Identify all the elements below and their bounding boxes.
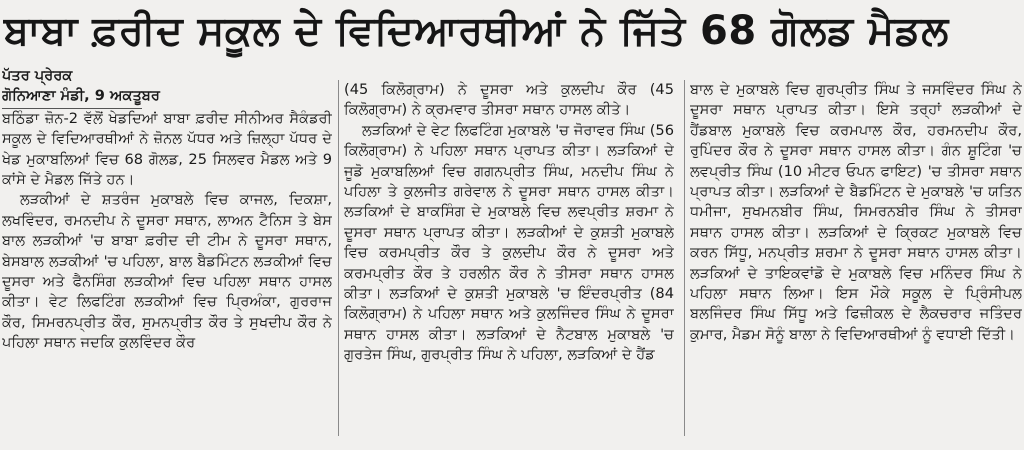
headline: ਬਾਬਾ ਫ਼ਰੀਦ ਸਕੂਲ ਦੇ ਵਿਦਿਆਰਥੀਆਂ ਨੇ ਜਿੱਤੇ 68 ਗੋਲਡ ਮੈਡਲ (4, 8, 949, 54)
paragraph: ਬਠਿੰਡਾ ਜ਼ੋਨ-2 ਵੱਲੋਂ ਖੇਡਦਿਆਂ ਬਾਬਾ ਫ਼ਰੀਦ ਸੀਨੀਅਰ ਸੈਕੰਡਰੀ ਸਕੂਲ ਦੇ ਵਿਦਿਆਰਥੀਆਂ ਨੇ ਜ਼ੋਨਲ ਪੱਧਰ ਅਤੇ ਜ਼ਿਲ੍ਹਾ ਪੱਧਰ ਦੇ ਖੇਡ ਮੁਕਾਬਲਿਆਂ ਵਿਚ 68 ਗੋਲਡ, 25 ਸਿਲਵਰ ਮੈਡਲ ਅਤੇ 9 ਕਾਂਸੇ ਦੇ ਮੈਡਲ ਜਿੱਤੇ ਹਨ। (2, 109, 332, 189)
dateline: ਗੋਨਿਆਣਾ ਮੰਡੀ, 9 ਅਕਤੂਬਰ (2, 86, 142, 108)
paragraph: ਬਾਲ ਦੇ ਮੁਕਾਬਲੇ ਵਿਚ ਗੁਰਪ੍ਰੀਤ ਸਿੰਘ ਤੇ ਜਸਵਿੰਦਰ ਸਿੰਘ ਨੇ ਦੂਸਰਾ ਸਥਾਨ ਪ੍ਰਾਪਤ ਕੀਤਾ। ਇਸੇ ਤਰ੍ਹਾਂ ਲੜਕੀਆਂ ਦੇ ਹੈਂਡਬਾਲ ਮੁਕਾਬਲੇ ਵਿਚ ਕਰਮਪਾਲ ਕੌਰ, ਹਰਮਨਦੀਪ ਕੌਰ, ਰੁਪਿੰਦਰ ਕੌਰ ਨੇ ਦੂਸਰਾ ਸਥਾਨ ਹਾਸਲ ਕੀਤਾ। ਗੰਨ ਸ਼ੂਟਿੰਗ 'ਚ ਲਵਪ੍ਰੀਤ ਸਿੰਘ (10 ਮੀਟਰ ਓਪਨ ਫਾਇਟ) 'ਚ ਤੀਸਰਾ ਸਥਾਨ ਪ੍ਰਾਪਤ ਕੀਤਾ। ਲੜਕਿਆਂ ਦੇ ਬੈਡਮਿੰਟਨ ਦੇ ਮੁਕਾਬਲੇ 'ਚ ਯਤਿਨ ਧਮੀਜਾ, ਸੁਖਮਨਬੀਰ ਸਿੰਘ, ਸਿਮਰਨਬੀਰ ਸਿੰਘ ਨੇ ਤੀਸਰਾ ਸਥਾਨ ਹਾਸਲ ਕੀਤਾ। ਲੜਕਿਆਂ ਦੇ ਕ੍ਰਿਕਟ ਮੁਕਾਬਲੇ ਵਿਚ ਕਰਨ ਸਿੱਧੂ, ਮਨਪ੍ਰੀਤ ਸ਼ਰਮਾ ਨੇ ਦੂਸਰਾ ਸਥਾਨ ਹਾਸਲ ਕੀਤਾ। ਲੜਕਿਆਂ ਦੇ ਤਾਇਕਵਾਂਡੋ ਦੇ ਮੁਕਾਬਲੇ ਵਿਚ ਮਨਿੰਦਰ ਸਿੰਘ ਨੇ ਪਹਿਲਾ ਸਥਾਨ ਲਿਆ। ਇਸ ਮੌਕੇ ਸਕੂਲ ਦੇ ਪ੍ਰਿੰਸੀਪਲ ਬਲਜਿੰਦਰ ਸਿੰਘ ਸਿੱਧੂ ਅਤੇ ਫਿਜ਼ੀਕਲ ਦੇ ਲੈਕਚਰਾਰ ਜਤਿੰਦਰ ਕੁਮਾਰ, ਮੈਡਮ ਸੋਨੂੰ ਬਾਲਾ ਨੇ ਵਿਦਿਆਰਥੀਆਂ ਨੂੰ ਵਧਾਈ ਦਿੱਤੀ। (690, 81, 1022, 343)
paragraph: ਲੜਕਿਆਂ ਦੇ ਵੇਟ ਲਿਫਟਿੰਗ ਮੁਕਾਬਲੇ 'ਚ ਜੋਰਾਵਰ ਸਿੰਘ (56 ਕਿਲੋਗ੍ਰਾਮ) ਨੇ ਪਹਿਲਾ ਸਥਾਨ ਪ੍ਰਾਪਤ ਕੀਤਾ। ਲੜਕਿਆਂ ਦੇ ਜੂਡੋ ਮੁਕਾਬਲਿਆਂ ਵਿਚ ਗਗਨਪ੍ਰੀਤ ਸਿੰਘ, ਮਨਦੀਪ ਸਿੰਘ ਨੇ ਪਹਿਲਾ ਤੇ ਕੁਲਜੀਤ ਗਰੇਵਾਲ ਨੇ ਦੂਸਰਾ ਸਥਾਨ ਹਾਸਲ ਕੀਤਾ। ਲੜਕਿਆਂ ਦੇ ਬਾਕਸਿੰਗ ਦੇ ਮੁਕਾਬਲੇ ਵਿਚ ਲਵਪ੍ਰੀਤ ਸ਼ਰਮਾ ਨੇ ਦੂਸਰਾ ਸਥਾਨ ਪ੍ਰਾਪਤ ਕੀਤਾ। ਲੜਕੀਆਂ ਦੇ ਕੁਸ਼ਤੀ ਮੁਕਾਬਲੇ ਵਿਚ ਕਰਮਪ੍ਰੀਤ ਕੌਰ ਤੇ ਕੁਲਦੀਪ ਕੌਰ ਨੇ ਦੂਸਰਾ ਅਤੇ ਕਰਮਪ੍ਰੀਤ ਕੌਰ ਤੇ ਹਰਲੀਨ ਕੌਰ ਨੇ ਤੀਸਰਾ ਸਥਾਨ ਹਾਸਲ ਕੀਤਾ। ਲੜਕਿਆਂ ਦੇ ਕੁਸ਼ਤੀ ਮੁਕਾਬਲੇ 'ਚ ਇੰਦਰਪ੍ਰੀਤ (84 ਕਿਲੋਗ੍ਰਾਮ) ਨੇ ਪਹਿਲਾ ਸਥਾਨ ਅਤੇ ਕੁਲਜਿੰਦਰ ਸਿੰਘ ਨੇ ਦੂਸਰਾ ਸਥਾਨ ਹਾਸਲ ਕੀਤਾ। ਲੜਕਿਆਂ ਦੇ ਨੈਟਬਾਲ ਮੁਕਾਬਲੇ 'ਚ ਗੁਰਤੇਜ ਸਿੰਘ, ਗੁਰਪ੍ਰੀਤ ਸਿੰਘ ਨੇ ਪਹਿਲਾ, ਲੜਕਿਆਂ ਦੇ ਹੈਂਡ (344, 121, 674, 364)
paragraph: (45 ਕਿਲੋਗ੍ਰਾਮ) ਨੇ ਦੂਸਰਾ ਅਤੇ ਕੁਲਦੀਪ ਕੌਰ (45 ਕਿਲੋਗ੍ਰਾਮ) ਨੇ ਕ੍ਰਮਵਾਰ ਤੀਸਰਾ ਸਥਾਨ ਹਾਸਲ ਕੀਤੇ। (344, 81, 674, 119)
article-column-2 (344, 80, 674, 450)
column-divider (338, 80, 339, 436)
column-divider (684, 80, 685, 436)
byline: ਪੱਤਰ ਪ੍ਰੇਰਕ (2, 67, 73, 84)
article-column-3 (690, 80, 1022, 450)
paragraph: ਲੜਕੀਆਂ ਦੇ ਸ਼ਤਰੰਜ ਮੁਕਾਬਲੇ ਵਿਚ ਕਾਜਲ, ਦਿਕਸ਼ਾ, ਲਖਵਿੰਦਰ, ਰਮਨਦੀਪ ਨੇ ਦੂਸਰਾ ਸਥਾਨ, ਲਾਅਨ ਟੈਨਿਸ ਤੇ ਬੇਸ ਬਾਲ ਲੜਕੀਆਂ 'ਚ ਬਾਬਾ ਫ਼ਰੀਦ ਦੀ ਟੀਮ ਨੇ ਦੂਸਰਾ ਸਥਾਨ, ਬੇਸਬਾਲ ਲੜਕੀਆਂ 'ਚ ਪਹਿਲਾ, ਬਾਲ ਬੈਡਮਿੰਟਨ ਲੜਕੀਆਂ ਵਿਚ ਦੂਸਰਾ ਅਤੇ ਫੈਨਸਿੰਗ ਲੜਕੀਆਂ ਵਿਚ ਪਹਿਲਾ ਸਥਾਨ ਹਾਸਲ ਕੀਤਾ। ਵੇਟ ਲਿਫਟਿੰਗ ਲੜਕੀਆਂ ਵਿਚ ਪ੍ਰਿਅੰਕਾ, ਗੁਰਰਾਜ ਕੌਰ, ਸਿਮਰਨਪ੍ਰੀਤ ਕੌਰ, ਸੁਮਨਪ੍ਰੀਤ ਕੌਰ ਤੇ ਸੁਖਦੀਪ ਕੌਰ ਨੇ ਪਹਿਲਾ ਸਥਾਨ ਜਦਕਿ ਕੁਲਵਿੰਦਰ ਕੌਰ (2, 191, 332, 352)
article-column-1 (2, 66, 332, 436)
